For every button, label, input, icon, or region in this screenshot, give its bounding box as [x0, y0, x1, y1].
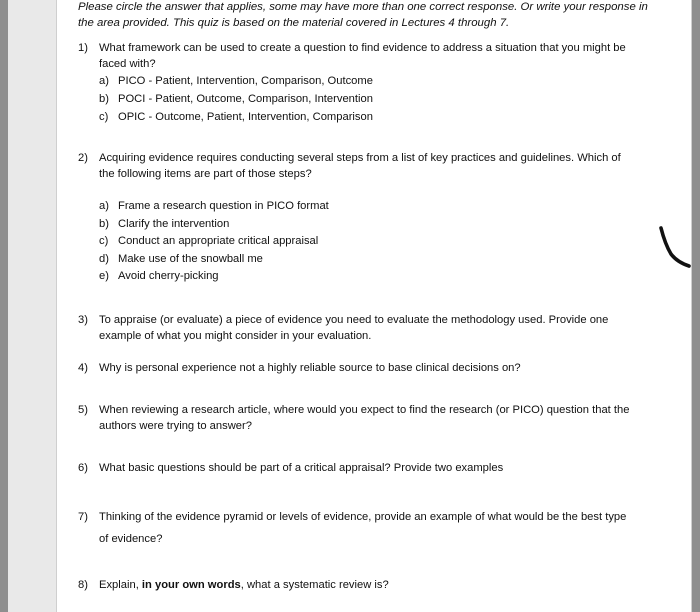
- instructions-line-2: the area provided. This quiz is based on the material covered in Lectures 4 through 7.: [78, 17, 510, 29]
- question-2-text-line-2: the following items are part of those steps?: [99, 168, 312, 180]
- question-2-option-b-letter[interactable]: b): [99, 218, 109, 230]
- question-2-option-d[interactable]: Make use of the snowball me: [118, 253, 263, 265]
- question-1-text-line-1: What framework can be used to create a question to find evidence to address a situation that you might be: [99, 42, 626, 54]
- question-4-number: 4): [78, 362, 88, 374]
- question-3-text-line-2: example of what you might consider in your evaluation.: [99, 330, 372, 342]
- question-2-option-c-letter[interactable]: c): [99, 235, 109, 247]
- quiz-page: [56, 0, 692, 612]
- question-2-option-a-letter[interactable]: a): [99, 200, 109, 212]
- question-3-number: 3): [78, 314, 88, 326]
- question-1-option-c-letter[interactable]: c): [99, 111, 109, 123]
- question-4-text: Why is personal experience not a highly reliable source to base clinical decisions on?: [99, 362, 521, 374]
- question-8-text-after: , what a systematic review is?: [240, 579, 389, 591]
- question-2-option-e[interactable]: Avoid cherry-picking: [118, 270, 219, 282]
- question-2-text-line-1: Acquiring evidence requires conducting several steps from a list of key practices and guidelines. Which of: [99, 152, 621, 164]
- check-mark-icon: [655, 222, 691, 270]
- question-6-number: 6): [78, 462, 88, 474]
- question-5-text-line-2: authors were trying to answer?: [99, 420, 252, 432]
- left-margin-bar: [0, 0, 8, 612]
- question-1-text-line-2: faced with?: [99, 58, 156, 70]
- question-2-option-e-letter[interactable]: e): [99, 270, 109, 282]
- question-1-option-b-letter[interactable]: b): [99, 93, 109, 105]
- question-7-text-line-1: Thinking of the evidence pyramid or levels of evidence, provide an example of what would be the best type: [99, 511, 627, 523]
- question-6-text: What basic questions should be part of a critical appraisal? Provide two examples: [99, 462, 504, 474]
- right-margin-bar: [692, 0, 700, 612]
- question-2-option-d-letter[interactable]: d): [99, 253, 109, 265]
- question-2-option-c[interactable]: Conduct an appropriate critical appraisal: [118, 235, 319, 247]
- question-1-option-a-letter[interactable]: a): [99, 75, 109, 87]
- question-8-text-before: Explain,: [99, 579, 142, 591]
- instructions-line-1: Please circle the answer that applies, some may have more than one correct response. Or write your response in: [78, 1, 648, 13]
- question-2-option-a[interactable]: Frame a research question in PICO format: [118, 200, 329, 212]
- question-2-option-b[interactable]: Clarify the intervention: [118, 218, 230, 230]
- question-5-text-line-1: When reviewing a research article, where would you expect to find the research (or PICO) question that the: [99, 404, 630, 416]
- question-1-option-c[interactable]: OPIC - Outcome, Patient, Intervention, Comparison: [118, 111, 373, 123]
- question-1-number: 1): [78, 42, 88, 54]
- question-8-number: 8): [78, 579, 88, 591]
- question-1-option-a[interactable]: PICO - Patient, Intervention, Comparison, Outcome: [118, 75, 373, 87]
- question-5-number: 5): [78, 404, 88, 416]
- question-7-text-line-2: of evidence?: [99, 533, 163, 545]
- question-8-text-bold: in your own words: [141, 579, 241, 591]
- question-1-option-b[interactable]: POCI - Patient, Outcome, Comparison, Intervention: [118, 93, 373, 105]
- question-2-number: 2): [78, 152, 88, 164]
- question-7-number: 7): [78, 511, 88, 523]
- question-3-text-line-1: To appraise (or evaluate) a piece of evidence you need to evaluate the methodology used. Provide one: [99, 314, 609, 326]
- question-8-text: [99, 579, 389, 591]
